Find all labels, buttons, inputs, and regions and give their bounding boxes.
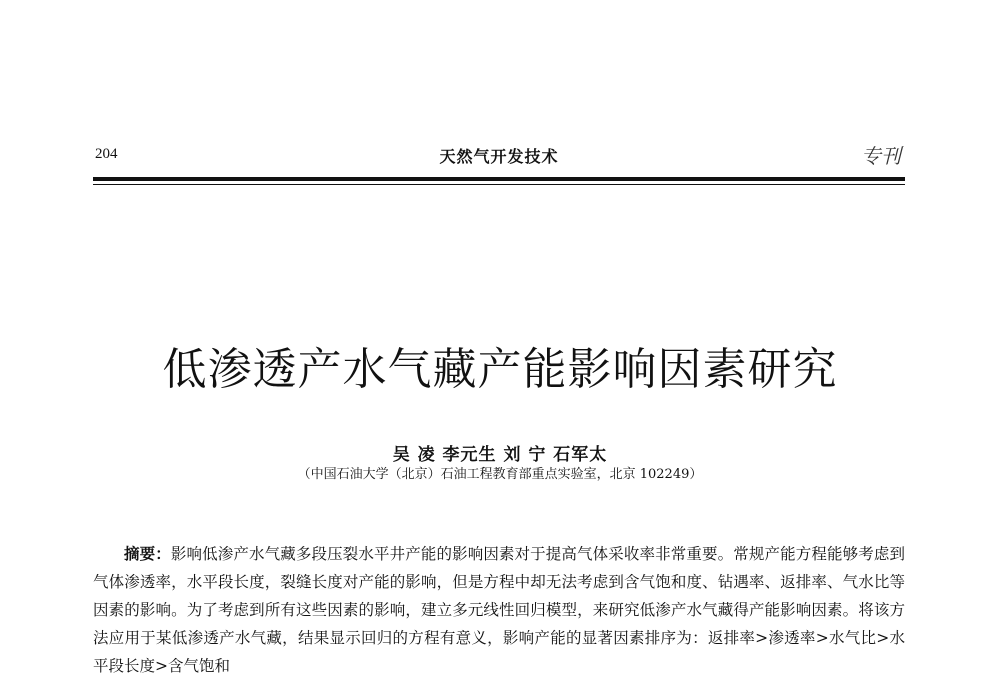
header-rule-thick <box>93 177 905 181</box>
issue-label: 专刊 <box>861 144 901 168</box>
abstract <box>93 540 905 680</box>
journal-name: 天然气开发技术 <box>439 147 559 166</box>
abstract-text: 影响低渗产水气藏多段压裂水平井产能的影响因素对于提高气体采收率非常重要。常规产能方程能够考虑到气体渗透率，水平段长度，裂缝长度对产能的影响，但是方程中却无法考虑到含气饱和度、钻遇率、返排率、气水比等因素的影响。为了考虑到所有这些因素的影响，建立多元线性回归模型，来研究低渗产水气藏得产能影响因素。将该方法应用于某低渗透产水气藏，结果显示回归的方程有意义，影响产能的显著因素排序为：返排率>渗透率>水气比>水平段长度>含气饱和 <box>93 545 905 675</box>
paper-title: 低渗透产水气藏产能影响因素研究 <box>162 344 838 395</box>
header-rule-thin <box>93 184 905 185</box>
abstract-label: 摘要： <box>124 544 171 563</box>
page-header <box>93 138 905 172</box>
author-list: 吴 凌 李元生 刘 宁 石军太 <box>392 445 608 465</box>
page-number: 204 <box>95 146 118 162</box>
author-affiliation: （中国石油大学（北京）石油工程教育部重点实验室，北京 102249） <box>297 467 703 482</box>
